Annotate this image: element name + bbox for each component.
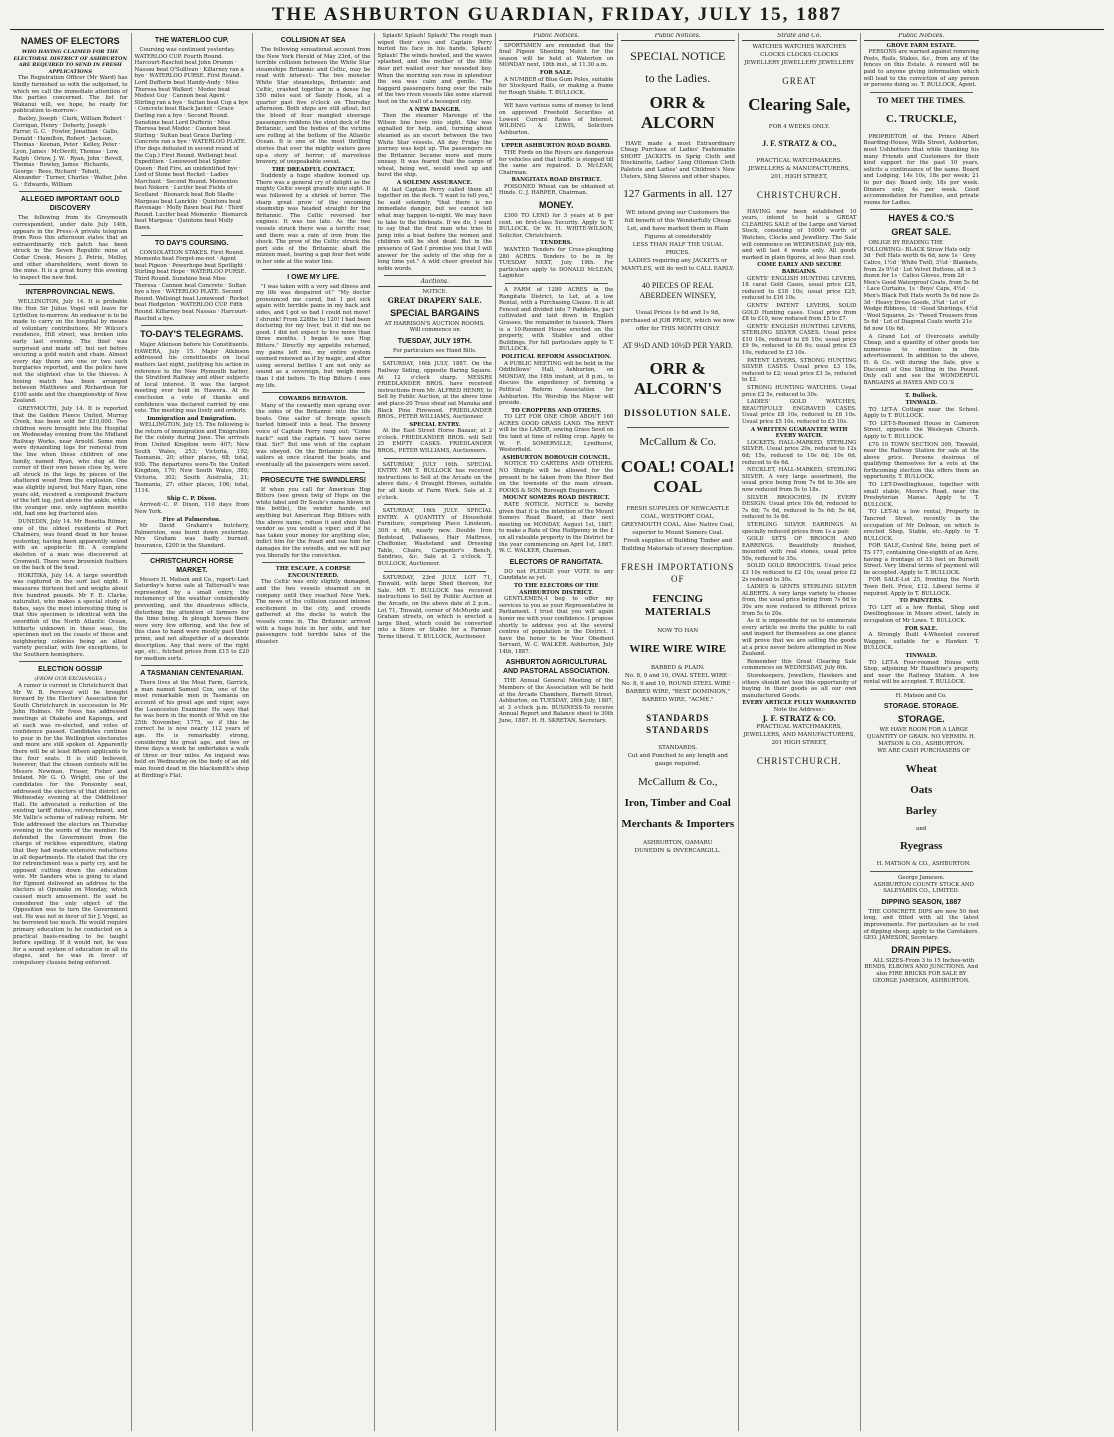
subheading: COWARDS BEHAVIOR.: [278, 396, 348, 403]
ad-orr-alcorns: ORR & ALCORN'S: [633, 359, 722, 399]
price-item: PATENT LEVERS, STRONG HUNTING SILVER CASES. Usual price £3 15s, reduced to £2; usual price £3 3s, reduced to £2.: [742, 357, 857, 384]
article-text: The following from its Greymouth correspondent, under date July 14th, appears in the Press:-A private telegram from Ross this afternoon states that an extraordinarily rich patch has been struck in the Seven Republic mine at Cedar Creek. Messrs J. Petrie, Molloy, and other shareholders, went down to the mine. It is a great hurry this evening to inspect the new find.: [13, 215, 128, 281]
ad-text: LESS THAN HALF THE USUAL PRICES.: [632, 242, 723, 257]
ad-special-bargains: SPECIAL BARGAINS: [390, 307, 480, 318]
article-text: GREYMOUTH, July 14. It is reported that the Golden Fleece United, Murray Creek, has been sold for £10,000. Two children were brought into the Hospital on Wednesday evening from the Midland Railway Works, near Arnold. Some men were dynamiting logs for removal from the line when these children of one family, named Ryan, who dug at the corner of their own house close by, were all struck in the legs by pieces of the shattered wood from the explosion. One was slightly injured, but Mary Egan, nine years old, received a compound fracture of the left leg, just above the ankle, while the younger one, only eighteen months old, had one leg fractured also.: [13, 405, 128, 518]
article-text: Messrs H. Matson and Co., report:-Last Saturday's horse sale at Tattersall's was represented by a small entry, the inclemency of the weather considerably preventing, and the disastrous effects, disturbing the attention of farmers for the time being. In plough horses there were very few offering, and the few of this class to hand were mostly past their prime, and not altogether of a desirable description. Any that were of the right age, etc., fetched prices from £15 to £20 for medium sorts.: [134, 576, 249, 662]
ad-text: PRACTICAL WATCHMAKERS, JEWELLERS, AND MANUFACTURERS, 201 HIGH STREET,: [743, 723, 856, 746]
column-8: [861, 33, 983, 1431]
ad-guarantee: A WRITTEN GUARANTEE WITH EVERY WATCH.: [750, 426, 848, 440]
price-item: STERLING SILVER EARRINGS At specially reduced prices from 1s a pair.: [742, 521, 857, 535]
divider: [870, 389, 974, 390]
heading-collision-at-sea: COLLISION AT SEA: [280, 37, 346, 44]
divider: [870, 209, 974, 210]
price-item: GOLD SETS OF BROOCH AND EARRINGS. Beautifully finished, mounted with real stones, usual price 50s, reduced to 35s.: [742, 536, 857, 562]
price-item: GENTS' ENGLISH HUNTING LEVERS. 18 carat Gold Cases, usual price £25, reduced to £18 10s; usual price £25, reduced to £16 10s.: [742, 275, 857, 302]
column-5: [496, 33, 618, 1431]
ad-text: FRESH SUPPLIES OF NEWCASTLE COAL, WESTPORT COAL, GREYMOUTH COAL. Also- Native Coal, superior to Mount Somers Coal.: [621, 506, 735, 537]
ad-ryegrass: Ryegrass: [900, 840, 943, 853]
subheading: TINWALD.: [905, 652, 937, 659]
heading-todays-coursing: TO DAY'S COURSING.: [154, 239, 229, 247]
ad-mccallum-2: McCallum & Co.,: [638, 776, 718, 789]
ad-to-meet-the-times: TO MEET THE TIMES.: [877, 95, 966, 105]
divider: [870, 92, 974, 93]
divider: [505, 139, 608, 140]
ad-127-garments: 127 Garments in all. 127: [623, 188, 733, 201]
ad-standards: STANDARDS STANDARDS: [646, 713, 710, 736]
ad-price-per-yard: AT 9½D AND 10½D PER YARD.: [622, 341, 733, 351]
divider: [505, 283, 608, 284]
section-head-stratz: Strate and Co.: [742, 33, 857, 41]
article-text: If when you call for American Hop Bitters (see green twig of Hops on the white label and Dr Soule's name blown in the bottle), the vendor hands out anything but American Hop Bitters with the above name, refuse it and shun that vendor as you would a viper; and if he has taken your money for anything else, indict him for the fraud and sue him for damages for the swindle, and we will pay you liberally for the conviction.: [256, 486, 371, 559]
ad-text: COME EARLY AND SECURE BARGAINS.: [757, 262, 842, 275]
article-text: The Registration Officer (Mr Ward) has kindly furnished us with the subjoined, to which we call the immediate attention of the parties concerned. The list for Wakanui will, we hope, be ready for publication to-morrow:-: [13, 75, 128, 115]
ad-text: STANDARDS.: [658, 745, 698, 752]
ad-great-sale: GREAT SALE.: [891, 227, 952, 238]
ad-stratz: J. F. STRATZ & CO.,: [762, 138, 837, 148]
notice-text: SPORTSMEN are reminded that the final Pigeon Shooting Match for the season will be held at Waterton on MONDAY next, 18th inst., at 11.30 a.m.: [499, 42, 614, 69]
ad-text: Usual Prices 1s 6d and 1s 9d, purchased at JOB PRICE, which we now offer for THIS MONTH ONLY: [620, 310, 735, 333]
ad-great: GREAT: [782, 75, 817, 86]
price-item: LOCKETS, HALL-MARKED, STERLING SILVER. Usual price 20s, reduced to 12s 6d; 15s, reduced to 10s 6d; 10s 6d, reduced to 6s 6d.: [742, 439, 857, 466]
ad-coal: COAL! COAL! COAL: [620, 457, 735, 497]
ad-christchurch: CHRISTCHURCH.: [756, 189, 842, 200]
heading-money: MONEY.: [538, 200, 574, 211]
notice-text: WANTED Tenders for Cross-ploughing 280 ACRES. Tenders to be in by TUESDAY NEXT, July 19th. For particulars apply to DONALD McLEAN, Lagmhor.: [499, 247, 614, 280]
notice-text: RATE NOTICE. NOTICE is hereby given that it is the intention of the Mount Somers Road Board, at their next meeting on MONDAY, August 1st, 1887, to make a Rate of One Halfpenny in the £ on all rateable property in the District for the year commencing on April 1st, 1887. W. C. WALKER, Chairman.: [499, 502, 614, 555]
divider: [141, 235, 244, 236]
ad-text: As it is impossible for us to enumerate every article we invite the public to call and inspect for themselves as one glance will prove that we are selling the goods at a price never before attempted in New Zealand.: [742, 618, 857, 658]
article-text: DUNEDIN, July 14. Mr Rosetta Ritmer, one of the oldest residents of Port Chalmers, was found dead in her house yesterday, having been apparently seized with an apoplectic fit. A complete skeleton of a man was discovered at Cromwell. There were brownish feathers on the back of the head.: [13, 519, 128, 572]
subheading: TINWALD.: [905, 399, 937, 406]
ad-text: DUNEDIN & INVERCARGILL.: [634, 848, 721, 855]
article-text: CONSOLATION STAKES. First Round. Momento beat Forget-me-not · Agent beat Pigeon · Powerhope beat Spotlight · Stirling beat Hope · WATERLOO PURSE. Third Round. Sunshine beat Miss Theresa · Cannon beat Concrete · Sultan bye a bye · WATERLOO PLATE. Second Round. Wellsingt beat Lonewood · Rocket beat Hedgeton · WATERLOO CUP. Fifth Round. Killarney beat Nassau · Harcourt-Raschid a bye.: [134, 249, 249, 322]
heading-election-gossip: ELECTION GOSSIP: [38, 666, 103, 674]
article-text: Coursing was continued yesterday. WATERLOO CUP. Fourth Round. Harcourt-Raschid beat John Drumm · Nassau beat O'Sullivan · Killarney ran a bye · WATERLOO PURSE. First Round. Lord Dufferin beat Handy-Andy · Miss Theresa beat Walkerl · Modoc beat Modest Guy · Cannon beat Agent · Stirling ran a bye · Sultan beat Cup a bye · Concrete beat Black Jacket · Grace Darling ran a bye · Second Round. Sunshine beat Lord Dufferin · Miss Theresa beat Modoc · Cannon beat Stirling · Sultan beat Grace Darling · Concrete ran a bye · WATERLOO PLATE. (For dogs defeated in second round of the Cup.) First Round. Wellsingt beat Expedition · Lonewood beat Spider Queen · Red Fire, an unidentified bye · Lied of Stone beat Rocket · Ladies Marchant · Second Round. Mementos beat Nekorn · Lucifer beat Fields of Scotland · Bismarck beat Bob Sladle · Margeau beat Lanrkilo · Quintons beat Ravenage · Molly Bawn beat Pat · Third Round. Lucifer beat Momento · Bismarck beat Margeau · Quintons beat Molly Bawn.: [134, 47, 249, 232]
price-item: GENTS' PATENT LEVERS, SOLID GOLD Hunting cases. Usual price from £8 to £10, now reduced from £5 to £7.: [742, 302, 857, 323]
notice-label: NOTICE.: [422, 288, 448, 295]
article-text: WELLINGTON, July 15. The following is the return of immigration and Emigration for the colony during June. The arrivals from United Kingdom were 407; New South Wales, 253; Victoria, 192; Tasmania, 20; other places, 68; total, 930. The departures were-To the United Kingdom, 170; New South Wales, 380; Victoria, 302; South Australia, 21; Tasmania, 27; other places, 106; total, 1114.: [134, 422, 249, 495]
auction-notice: At the East Street Horse Bazaar, at 2 o'clock. FRIEDLANDER BROS. will Sell 25 EMPTY CASKS. FRIEDLANDER BROS., PETER WILLIAMS, Auctioneers.: [377, 428, 492, 455]
subheading: TO CROPPERS AND OTHERS.: [511, 407, 602, 414]
heading-interprovincial-news: INTERPROVINCIAL NEWS.: [25, 289, 115, 297]
masthead-rule: [10, 29, 1104, 30]
notice-text: TO LET FOR ONE CROP. ABOUT 160 ACRES GOOD GRASS LAND. The RENT will be the LABOR, sowing Grass Seed on the land at time of rolling crop. Apply to W. F. SOMERVILLE, Lyndhurst, Westerfield.: [499, 414, 614, 454]
subheading: George Jameson.: [897, 875, 945, 882]
article-text: The following sensational account from the New York Herald of May 23rd, of the terrible collision between the White Star steamships Britannic and Celtic, may be read with interest:- The two monster White Star steamships, Britannic and Celtic, crashed together in a dense fog 350 miles east of Sandy Hook, at a quarter past five o'clock on Thursday afternoon. Both ships are still afloat, but the blood of four mangled steerage passengers reddens the stout deck of the Britannic, and the bodies of the victims are rolling at the bottom of the Atlantic Ocean. It is one of the most thrilling stories that ever the mighty waters gave up-a story of horror, of marvelous bravery, of unspeakable sweat.: [256, 47, 371, 166]
ad-storage: STORAGE. STORAGE.: [883, 703, 959, 711]
ad-stratz-2: J. F. STRATZ & CO.: [762, 713, 836, 723]
article-text: There lives at the Moat Farm, Garrick, a man named Samuel Cox, one of the most remarkable men in Tasmania on account of his great age and vigor, says the Launceston Examiner. He says that he was born in the month of Whit on the 25th November, 1775, so if this be correct he is now nearly 112 years of age. He is remarkably strong, considering his great age, and two or three days a week he undertakes a walk of three or four miles. An inquest was held on Wednesday on the body of an old man found dead in the blacksmith's shop at Birdling's Flat.: [134, 680, 249, 779]
electors-subheading: WHO HAVING CLAIMED FOR THE ELECTORAL DISTRICT OF ASHBURTON ARE REQUIRED TO SEND IN FRESH APPLICATIONS: [13, 49, 128, 75]
ad-oats: Oats: [910, 783, 933, 796]
notice-text: A NUMBER of Blue Gum Poles, suitable for Stockyard Rails, or making a frame for Rough Stable. T. BULLOCK.: [499, 76, 614, 96]
article-text: HOKITIKA, July 14. A large swordfish was captured in the surf last night. It measures thirteen feet and weighs about five hundred pounds. Mr F. E. Clarke, naturalist, who makes a special study of fishes, says the most interesting thing is that this specimen is identical with the swordfish of the North Atlantic Ocean, hitherto unknown in these seas, the specimen met on the coasts of these and neighboring colonies being an allied variety peculiar, with few exceptions, to the Southern hemisphere.: [13, 572, 128, 658]
heading-tasmanian-centenarian: A TASMANIAN CENTENARIAN.: [140, 670, 244, 678]
ad-text: Cut and Punched to any length and gauge required.: [627, 753, 728, 768]
ad-drain-pipes: DRAIN PIPES.: [891, 944, 952, 955]
divider: [19, 661, 122, 662]
subheading: MOUNT SOMERS ROAD DISTRICT.: [502, 495, 610, 502]
subheading: THE DREADFUL CONTACT.: [271, 166, 355, 173]
ad-to-the-ladies: to the Ladies.: [645, 70, 711, 85]
subheading: H. Matson and Co.: [895, 692, 947, 699]
auction-notice: SATURDAY, 16th JULY, 1887. On the Railway Siding, opposite Baring Square. At 12 o'clock sharp. MESSRS FRIEDLANDER BROS. have received instructions from Mr. ALFRED HENRY, to Sell by Public Auction, at the above time and place-20 Truss sheaf oat Manuka and Black Pine Firewood. FRIEDLANDER BROS., PETER WILLIAMS, Auctioneer.: [377, 361, 492, 421]
notice-text: POISONED Wheat can be obtained at Hinds. C. J. HARPER, Chairman.: [499, 183, 614, 197]
article-text: Mr David Graham's butchery, Palmerston, was burnt down yesterday. Mrs Graham was badly burned. Insurance, £200 in the Standard.: [134, 523, 249, 549]
divider: [262, 472, 365, 473]
ad-merchants-importers: Merchants & Importers: [621, 818, 735, 831]
ad-note-address: Note the Address:-: [773, 706, 825, 713]
notice-text: TO LET at a low Rental, Shop and Dwellinghouse in Moore street, lately in occupation of Mr Lowe. T. BULLOCK.: [863, 604, 979, 624]
divider: [870, 689, 974, 690]
section-head-auctions: Auctions.: [378, 279, 493, 287]
subheading: ASHBURTON BOROUGH COUNCIL.: [502, 454, 611, 461]
ad-mccallum: McCallum & Co.: [639, 436, 717, 449]
ad-auction-rooms: AT HARRISON'S AUCTION ROOMS.: [384, 320, 485, 327]
columns: [10, 33, 1104, 1431]
ad-fencing-materials: FENCING MATERIALS: [644, 593, 711, 619]
article-text: Major Atkinson before his Constituents. HAWERA, July 15. Major Atkinson addressed his constituents on local matters last night, justifying his action in reference to the New Plymouth harbor, the Stratford Railway and other subjects of local interest. It was the largest meeting ever held in Hawera. At its conclusion a vote of thanks and confidence was declared carried by one vote. The meeting was lively and orderly.: [134, 342, 249, 415]
ad-warranted: EVERY ARTICLE FULLY WARRANTED: [742, 700, 857, 707]
heading-waterloo-cup: THE WATERLOO CUP.: [154, 37, 229, 44]
ad-text: LADIES requiring any JACKETS or MANTLES, will do well to CALL EARLY.: [621, 258, 735, 273]
notice-text: FOR SALE,-Central Site, being part of TS 177, containing One-eighth of an Acre, having a frontage of 33 feet on Burnett Street. Very liberal terms of payment will be accepted.-Apply to T. BULLOCK.: [863, 543, 979, 576]
ad-aberdeen-winsey: 40 PIECES OF REAL ABERDEEN WINSEY,: [639, 281, 717, 301]
notice-text: GENTLEMEN,-I beg to offer my services to you as your Representative in Parliament. I trust that you will again honor me with your confidence. I propose shortly to address you at the several centres of population in the District. I have the honor to be Your Obedient Servant, W. C. WALKER. Ashburton, July 14th, 1887.: [499, 596, 614, 655]
divider: [19, 191, 122, 192]
divider: [384, 504, 487, 505]
column-3: [253, 33, 375, 1431]
notice-text: TO LET-A Cottage near the School. Apply to T. BULLOCK.: [863, 406, 979, 420]
ad-jewellery: JEWELLERY JEWELLERY JEWELLERY: [744, 59, 855, 66]
notice-text: TO LET-At a low rental, Property in Tancred Street, recently in the occupation of Mr Dolman, on which is erected Shop, Stable, etc.-Apply to T. BULLOCK.: [863, 509, 979, 542]
price-item: GENTS' ENGLISH HUNTING LEVERS, STERLING SILVER CASES. Usual price £10 10s, reduced to £6 10s; usual price £9 9s, reduced to £6 6s; usual price £5 10s, reduced to £3 10s.: [742, 323, 857, 357]
article-text: A rumor is current in Christchurch that Mr W. B. Perceval will be brought forward by the Electors' Association for South Christchurch in succession to Mr John Holmes. Mr Ivess has addressed meetings at Otakeho and Kaponga, and at each was re-elected, and votes of confidence passed. Candidates continue to pour in for the Wellington electorates and more are still spoken of. Apparently there will be at least fifteen applicants to the four seats. It is still believed, however, that the chosen contests will be Messrs Newman, Fraser, Fisher and Ireland. Mr G. O. Wright, one of the candidates for the Ponsonby seat, addressed the electors of that district on Wednesday evening at the Oddfellows' Hall. He advocated a reduction of the existing tariff duties, retrenchment, and Mr Vallis's scheme of railway reform. Mr Tole addressed the electors on Thursday evening in the words of the member. He defended the Government from the charge of reckless expenditure, stating that they had made extensive reductions in all departments. He stated that the cry for retrenchment was a party cry, and he opposed cutting down the education vote. Mr Sanders who is going to stand for Egmont delivered an address to the electors at Opunake on Monday, which caused much amusement. He said he considered the only object of the Opposition was to turn the Government out. He was not in favor of Sir J. Vogel, as he borrowed too much. He would require primary education to be conducted on a practical basis-reading to be taught before spelling. If it would not, he was for a sound system of education in all its stages, and he was in favor of compulsory clauses being enforced.: [13, 683, 128, 966]
subheading: TO THE ELECTORS OF THE ASHBURTON DISTRICT.: [513, 582, 599, 596]
heading-horse-market: CHRISTCHURCH HORSE MARKET.: [150, 557, 234, 574]
notice-text: ALL SIZES-From 3 to 15 Inches-with BENDS, ELBOWS AND JUNCTIONS. And also FIRE BRICKS FOR SALE BY GEORGE JAMESON, ASHBURTON.: [864, 957, 979, 984]
divider: [870, 871, 974, 872]
auction-notice: SATURDAY, 16th JULY. SPECIAL ENTRY. A QUANTITY of Household Furniture, comprising Piece Linoleum, 30ft x 6ft, nearly new. Double Iron Bedstead, Palliasses, Hair Mattress, Cheffonier, Washstand and Dressing Table, Chairs, Carpenter's Bench, Sundries, &c. Sale at 2 o'clock. T. BULLOCK, Auctioneer.: [377, 508, 492, 567]
price-item: LADIES' GOLD WATCHES, BEAUTIFULLY ENGRAVED CASES. Usual price £8 10s, reduced to £6 10s. Usual price £5 10s, reduced to £3 10s.: [742, 399, 857, 425]
article-text: Many of the cowardly men sprang over the sides of the Britannic into the life boats. One sailor of foreign speech hurled himself into a boat. The brawny voice of Captain Perry rang out: "Come back!" said the captain. "I have nerve that. Sir!" But one wish of the captain was obeyed. On the Britannic side the sailors at once cleared the boats, and eventually all the passengers were saved.: [256, 402, 371, 469]
ad-and: and: [916, 825, 927, 832]
subheading: T. Bullock.: [905, 393, 938, 400]
ad-truckle: C. TRUCKLE,: [886, 112, 957, 125]
notice-text: FOR SALE-Lot 25, fronting the North Town Belt. Price, £12. Liberal terms if required. Apply to T. BULLOCK.: [863, 577, 979, 597]
ad-great-drapery-sale: GREAT DRAPERY SALE.: [387, 295, 482, 305]
masthead: THE ASHBURTON GUARDIAN, FRIDAY, JULY 15, 1887: [271, 4, 843, 25]
notice-text: THE Fords on the Rivers are dangerous for vehicles and that traffic is stopped till the same are repaired. D. McLEAN, Chairman.: [499, 149, 614, 176]
ad-text: NOW TO HAN: [657, 628, 699, 635]
subheading: FOR SALE.: [904, 625, 938, 632]
article-text: Suddenly a huge shadow loomed up. There was a general cry of delight as the mighty Celtic swept grandly into sight. It was followed by a shriek of terror. The sharp great prow of the oncoming steamship was headed straight for the Britannic. The Celtic reversed her engines. It was too late. As the two vessels struck there was a terrific roar, and there was a rain of iron from the shock. The prow of the Celtic struck the port side of the Britannic abaft the mizzen mast, tearing a gap four feet wide in her side at the water line.: [256, 173, 371, 265]
section-head-public-notices: Public Notices.: [864, 33, 980, 41]
heading-names-of-electors: NAMES OF ELECTORS: [20, 36, 120, 46]
subheading: Fire at Palmerston.: [162, 516, 221, 523]
notice-text: WE HAVE ROOM FOR A LARGE QUANTITY OF GRAIN. NO VERMIN. H. MATSON & CO., ASHBURTON.: [866, 727, 976, 747]
ad-orr-alcorn: ORR & ALCORN: [640, 92, 715, 132]
divider: [505, 99, 608, 100]
subheading: TO PAINTERS.: [899, 598, 944, 605]
notice-text: ASHBURTON COUNTY STOCK AND SALEYARDS CO., LIMITED.: [873, 881, 974, 895]
notice-text: THE CONCRETE DIPS are now 50 feet long, and fitted with all the latest improvements. For particulars as to cost of dipping sheep, apply to the Caretakers. GEO. JAMESON, Secretary.: [863, 908, 979, 942]
price-item: NECKLET, HALL-MARKED, STERLING SILVER. A very large assortment, the usual price being from 7s 6d to 30s are now reduced from 5s to 18s.: [742, 467, 857, 493]
price-item: STRONG HUNTING WATCHES. Usual price £2 5s, reduced to 30s.: [742, 385, 857, 398]
subheading: TENDERS.: [540, 240, 573, 247]
ad-barley: Barley: [905, 804, 937, 817]
divider: [384, 275, 487, 276]
ad-christchurch-2: CHRISTCHURCH.: [756, 755, 842, 766]
ad-text: ASHBURTON, OAMARU: [643, 840, 713, 847]
notice-text: A FARM of 1280 ACRES in the Rangitata District, to Let, at a low Rental, with a Purchasing Clause. It is all Fenced and divided into 7 Paddocks, part cultivated and laid down in English Grasses, the remainder in tussock. There is a 10-Roomed House erected on the property, with Stables and other Buildings. For full particulars apply to T. BULLOCK.: [499, 287, 614, 353]
heading-prosecute-swindlers: PROSECUTE THE SWINDLERS!: [260, 476, 367, 484]
ad-hayes: HAYES & CO.'S: [888, 213, 955, 224]
heading-electors-rangitata: ELECTORS OF RANGITATA.: [509, 558, 603, 566]
notice-text: A PUBLIC MEETING will be held in the Oddfellows' Hall, Ashburton, on MONDAY, the 18th instant, at 8 p.m., to discuss the expediency of forming a Political Reform Association for Ashburton. His Worship the Mayor will preside.: [499, 360, 614, 407]
election-gossip-source: (FROM OUR EXCHANGES.): [34, 676, 106, 683]
heading-gold-discovery: ALLEGED IMPORTANT GOLD DISCOVERY: [20, 196, 120, 213]
elector-names-list: Baxley, Joseph · Clark, William Robert · Corrigan, Henry · Doherty, Joseph · Farrar, G. C. · Fowler, Jonathan · Gallo, Donald · Hamilton, Robert · Jackson, Thomas · Keenan, Peter · Kelley, Peter · Lyon, James · McDevitt, Thomas · Low, Ralph · Orlow, J. W. · Ryan, John · Revell, Thomas · Rowley, James · Richards, George · Rees, Richard · Tebutt, Alexander · Turner, Charles · Walter, John G. · Edwards, William: [13, 115, 127, 188]
ad-text: BARBED & PLAIN.: [650, 665, 705, 672]
column-7: [739, 33, 861, 1431]
divider: [384, 571, 487, 572]
subheading: FOR SALE.: [539, 69, 573, 76]
ad-fresh-importations: FRESH IMPORTATIONS OF: [621, 562, 735, 585]
ad-handbills: For particulars see Hand Bills.: [392, 347, 477, 354]
divider: [627, 427, 730, 428]
auction-notice: SATURDAY, 23rd JULY. LOT 71, Tinwald, with large Shed thereon, for Sale. MR T. BULLOCK has received instructions to Sell by Public Auction at the Arcade, on the above date at 2 p.m., Lot 71, Tinwald, corner of McMurdo and Graham streets, on which is erected a large Shed, which could be converted into a Store or Stable for a Farmer. Terms liberal. T. BULLOCK, Auctioneer.: [377, 574, 492, 640]
notice-text: TO LET-5-Roomed House in Cameron Street, opposite the Wesleyan Church. Apply to T. BULLOCK.: [863, 420, 979, 440]
ad-text: Remember this Great Clearing Sale commences on WEDNESDAY, July 6th.: [742, 658, 857, 672]
subheading: A NEW DANGER.: [408, 106, 461, 113]
notice-text: PROPRIETOR of the Prince Albert Boarding-House, Wills Street, Ashburton, most Ushbotters that while thanking his many Friends and Customers for their kind support for the past 10 years, solicits a continuance of the same. Board and Lodging, 14s 10s, 18s per week; 21 to per day. Board only, 18s per week. Dinners only, 4s per week. Good accommodation for Families, and private rooms for Ladies.: [863, 133, 979, 206]
subheading: RANGITATA ROAD DISTRICT.: [511, 177, 602, 184]
ad-watches: WATCHES WATCHES WATCHES: [752, 43, 847, 50]
divider: [262, 392, 365, 393]
heading-agricultural-association: ASHBURTON AGRICULTURAL AND PASTORAL ASSOCIATION.: [502, 659, 610, 676]
ad-dissolution-sale: DISSOLUTION SALE.: [623, 408, 732, 419]
ad-will-commence: Will commence on: [409, 327, 460, 334]
subheading: Immigration and Emigration.: [147, 415, 237, 422]
divider: [141, 553, 244, 554]
subheading: GROVE FARM ESTATE.: [886, 42, 956, 49]
ad-special-notice: SPECIAL NOTICE: [630, 48, 726, 63]
notice-text: WE ARE CASH PURCHASERS OF: [877, 748, 971, 755]
notice-text: PERSONS are warned against removing Posts, Rails, Stakes, &c., from any of the fences on this Estate. A reward will be paid to anyone giving information which will lead to the conviction of any person or persons doing so. T. BULLOCK, Agent.: [863, 49, 979, 89]
ad-storage-2: STORAGE.: [897, 714, 945, 725]
column-1: [10, 33, 132, 1431]
divider: [141, 325, 244, 326]
ad-text: HAVING now been established 10 years, intend to hold a GREAT CLEARING SALE of the Large and Varied Stock, consisting of 10000 worth of Watches, Clocks and Jewellery. The Sale will commence on WEDNESDAY, July 6th, and will last 4 weeks only. All goods marked in plain figures, at less than cost.: [742, 208, 857, 261]
subheading: A SOLEMN ASSURANCE.: [396, 180, 473, 187]
notice-text: TO LET-Dwellinghouse, together with small stable, Moore's Road, near the Presbyterian Manse. Apply to T. BULLOCK.: [863, 482, 979, 508]
column-4: [375, 33, 497, 1431]
divider: [141, 665, 244, 666]
price-item: SILVER BROOCHES, IN EVERY DESIGN. Usual price 10s 6d, reduced to 7s 6d; 7s 6d, reduced to 5s 6d; 5s 6d, reduced to 3s 6d.: [742, 494, 857, 521]
ad-text: 201, HIGH STREET,: [770, 173, 828, 180]
ad-text: HAVE made a most Extraordinary Cheap Purchase of Ladies' Fashionable SHORT JACKETS in Sprig Cloth and Stockinette, Ladies' Long Ottoman Cloth Paletots and Ladies' and Children's New Ulsters, Sling Sleeves and other shapes.: [620, 140, 735, 180]
divider: [384, 458, 487, 459]
article-text: "I was taken with a very sad illness and my life was despaired of." "My doctor pronounced me cured, but I got sick again with terrible pains in my back and sides, and I got so bad I could not move! I shrunk! From 228lbs to 120! I had been doctoring for my liver, but it did me no good. I did not expect to live more than three months. I began to use Hop Bitters." Directly my appetite returned, my pains left me, my entire system seemed renewed as if by magic, and after using several bottles I am not only as sound as a sovereign, but weigh more than I did before. To Hop Bitters I owe my life.: [256, 283, 371, 389]
divider: [19, 284, 122, 285]
article-text: Arrived:-C. P. Dixon, 110 days from New York.: [134, 502, 249, 515]
subheading: UPPER ASHBURTON ROAD BOARD.: [501, 143, 612, 150]
ad-iron-timber-coal: Iron, Timber and Coal: [624, 797, 731, 810]
price-item: SOLID GOLD BROOCHES. Usual price £3 10s reduced to £2 10s; usual price £2 2s reduced to 30s.: [742, 563, 857, 583]
notice-text: A Strongly Built 4-Wheeled covered Waggon, suitable for a Hawker. T. BULLOCK.: [863, 632, 979, 652]
ad-dipping-season: DIPPING SEASON, 1887: [881, 898, 962, 906]
divider: [384, 357, 487, 358]
article-text: The Celtic was only slightly damaged, and the two vessels steamed on in company until they reached New York. The news of the collision caused intense excitement in the city, and crowds gathered at the docks to watch the vessels come in. The Britannic arrived with a huge hole in her side, and her passengers told terrible tales of the disaster.: [256, 579, 371, 645]
notice-text: WE have various sums of money to lend on approved Freehold Securities at Lowest Current Rates of Interest. WILDING & LEWIS, Solicitors Ashburton.: [499, 103, 614, 136]
subheading: THE ESCAPE. A CORPSE ENCOUNTERED.: [275, 566, 351, 579]
article-text: WELLINGTON, July 14. It is probable the Hon Sir Julius Vogel will leave for Lyttelton to-morrow. An endeavor is to be made to carry on the hospital by means of voluntary contributions. Mr Wilcox's residence, Hill street, was broken into early last evening. The thief was surprised and made off, but not before securing a gold watch and chain. Almost every day there are one or two such burglaries reported, and the police have not the slightest clue to the thieves. A boxing match has been arranged between Matthews and Richardson for £100 aside and the championship of New Zealand.: [13, 299, 128, 405]
ad-text: FOR 4 WEEKS ONLY.: [768, 123, 830, 130]
ad-sale-date: TUESDAY, JULY 19TH.: [397, 337, 472, 345]
article-text: At last Captain Perry called them all together on the deck. "I want to tell you," he said solemnly, "that there is no immediate danger, but we cannot tell what may happen to-night. We may have to take to the lifeboats. If we do, I want to say that the first man who tries to jump into a boat before the women and children will be shot dead. But in the presence of God I promise you that I will answer for the safety of the ship for a long time yet." A wild cheer greeted his noble words.: [377, 186, 492, 272]
ad-wheat: Wheat: [905, 762, 937, 775]
column-2: [132, 33, 254, 1431]
divider: [262, 269, 365, 270]
article-text: Then the steamer Marengo of the Wilson line hove into sight. She was signalled for help, and, turning about steamed as an escort between the two White Star vessels. All day Friday the journey was kept up. The passengers on the Britannic became more and more uneasy. It was feared that the cargo of wheat, being wet, would swell up and burst the ship.: [377, 113, 492, 179]
ad-text: PRACTICAL WATCHMAKERS. JEWELLERS & MANUFACTURERS,: [748, 157, 851, 172]
notice-text: THE Annual General Meeting of the Members of the Association will be held at the Arcade Chambers, Burnett Street, Ashburton, on TUESDAY, 26th July, 1887, at 3 o'clock p.m. BUSINESS-To receive Annual Report and Balance sheet to 30th June, 1887. H. H. SKRETAN, Secretary.: [499, 678, 614, 725]
notice-text: £70 10 TOWN SECTION 309, Tinwald, near the Railway Station for sale at the above price. Persons desirous of qualifying themselves for a vote at the forthcoming election this offers them an opportunity. T. BULLOCK.: [863, 441, 979, 481]
subheading: Ship C. P. Dixon.: [166, 495, 217, 502]
column-6: [618, 33, 740, 1431]
ad-clocks: CLOCKS CLOCKS CLOCKS: [760, 51, 839, 58]
section-head-public-notices: Public Notices.: [621, 33, 736, 41]
subheading: POLITICAL REFORM ASSOCIATION.: [501, 353, 612, 360]
notice-text: OBLIGE BY READING THE FOLLOWING:- BLACK Straw Hats only 3d · Felt Hats worth 6s 6d, now 1s · Grey Calico, 1½d · White Twill, 3½d · Blankets, from 2s 9½d · Lot Velvet Buttons, all in 3 dozen for 1s · Calico Gloves, from 2d · Men's Good Waterproof Coats, from 5s 6d · Lace Curtains, 1s · Boys' Caps, 4½d · Men's Black Felt Hats worth 5s 6d now 2s 3d · Heavy Dress Goods, 3¾d · Lot of Wedge Ribbons, 1d · Good Shirtings, 4½d · Wool Squares, 2s · Tweed Trousers from 5s 6d · Lot of Diagonal Coats worth 21s 6d now 10s 6d.: [863, 240, 979, 332]
subheading: SPECIAL ENTRY.: [409, 421, 461, 428]
ad-text: WE intend giving our Customers the full benefit of this Wonderfully Cheap Lot, and have marked them in Plain Figures at considerably: [624, 210, 731, 241]
heading-i-owe-my-life: I OWE MY LIFE.: [287, 273, 340, 281]
notice-text: TO LET-A Four-roomed House with Shop, adjoining Mr Hazeltine's property, and near the Railway Station. A low rental will be accepted. T. BULLOCK.: [863, 659, 979, 686]
auction-notice: SATURDAY, JULY 16th. SPECIAL ENTRY. MR T. BULLOCK has received instructions to Sell at the Arcade on the above date,- 4 Draught Horses, suitable for all kinds of Farm Work. Sale at 2 o'clock.: [377, 461, 492, 501]
notice-text: A Grand Lot of Overcoats awfully Cheap, and a quantity of other goods too numerous to mention in this advertisement. In addition to the above, H. & Co. will during the Sale, give a Discount of One Shilling in the Pound. Only call and see the WONDERFUL BARGAINS at HAYES AND CO.'S: [863, 333, 979, 386]
notice-text: £300 TO LEND for 3 years at 6 per cent. on first-class Security. Apply to T. BULLOCK. Or W. H. WHITE-WILSON, Solicitor, Christchurch.: [499, 213, 614, 239]
ad-clearing-sale: Clearing Sale,: [748, 94, 851, 114]
notice-text: NOTICE TO CARTERS AND OTHERS. NO Shingle will be allowed for the present to be taken from the River Bed on the townside of the main stream. POOKS & SON, Borough Engineers.: [499, 461, 614, 494]
divider: [262, 562, 365, 563]
ad-wire: WIRE WIRE WIRE: [629, 643, 727, 656]
article-text: Splash! Splash! Splash! The rough man wiped their eyes and Captain Perry hurled his face in his hands. Splash! Splash! The winds howled, and the waves splashed, and the mother of the little dear girl wailed over her wounded boy. When the morning sun rose in splendour the sea was calm and gentle. The haggard passengers hung over the rails of the two riven vessels like some starved host on the wall of a besieged city.: [377, 33, 492, 105]
notice-text: H. MATSON & CO., ASHBURTON.: [876, 861, 971, 868]
ad-text: Fresh supplies of Building Timber and Building Materials of every description.: [621, 538, 735, 553]
ad-text: No. 8, 9 and 10, OVAL STEEL WIRE · No. 8, 9 and 10, ROUND STEEL WIRE · BARBED WIRE, "BEST DOMINION," BARBED WIRE, "ACME.": [621, 673, 735, 704]
section-head-public-notices: Public Notices.: [499, 33, 614, 41]
price-item: LADIES & GENTS STERLING SILVER ALBERTS. A very large variety to choose from, the usual price being from 7s 6d to 30s are now reduced to different prices from 5s to 20s.: [742, 584, 857, 617]
ad-text: Storekeepers, Jewellers, Hawkers and others should not lose this opportunity of buying in their goods as all our own manufactured Goods.: [742, 672, 857, 699]
notice-text: DO not PLEDGE your VOTE to any Candidate as yet.: [499, 568, 614, 582]
heading-todays-telegrams: TO-DAY'S TELEGRAMS.: [140, 329, 244, 340]
